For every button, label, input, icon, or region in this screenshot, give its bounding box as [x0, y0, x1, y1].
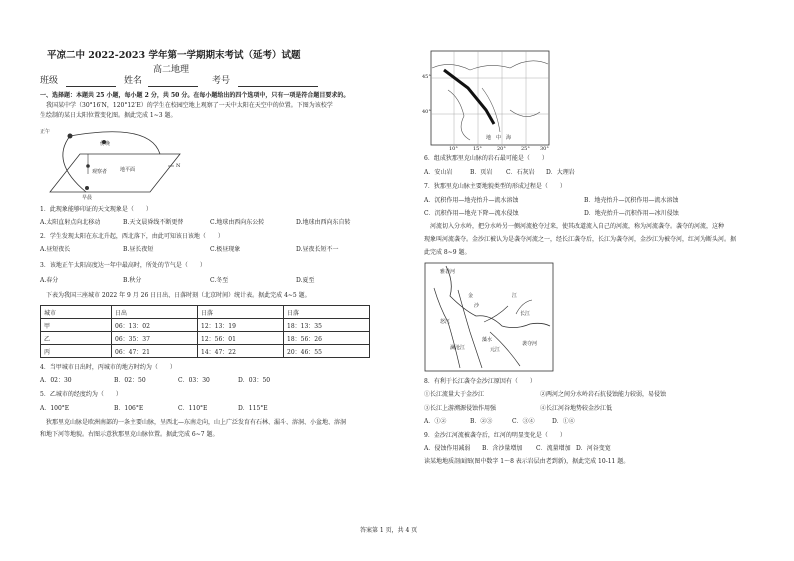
map2-label-sha: 沙	[474, 303, 480, 309]
fig1-ground-label: 地平面	[120, 167, 136, 173]
map2-river-yuan: 元江	[490, 347, 501, 353]
map1-lon15-label: 15°	[473, 146, 482, 152]
map2-river-zao: 藻水	[482, 337, 493, 343]
q9-option-d[interactable]: D．河谷变宽	[576, 445, 611, 452]
q8-option-b[interactable]: B．②③	[470, 418, 493, 425]
map1-lon10-label: 10°	[449, 146, 458, 152]
para89-line-3: 此完成 8~9 题。	[424, 249, 471, 256]
para89-line-2: 现象叫河流袭夺。金沙江被认为是袭夺河流之一，经长江袭夺后，长江为袭夺河，金沙江为被夺河，红河为断头河。据	[424, 236, 737, 243]
q3-option-d[interactable]: D.夏至	[296, 277, 315, 284]
table-header-row	[41, 306, 370, 319]
subject-title: 高二地理	[153, 65, 190, 75]
q8-option-d[interactable]: D．①④	[552, 418, 575, 425]
table-header-cell: 日出	[112, 306, 198, 319]
q8-option-c[interactable]: C．③④	[512, 418, 535, 425]
q3-option-b[interactable]: B.秋分	[123, 277, 142, 284]
intro-line-2: 生绘制的某日太阳位置变化图。据此完成 1~3 题。	[40, 112, 177, 119]
q6-option-a[interactable]: A．安山岩	[424, 169, 453, 176]
class-field-line	[66, 86, 116, 87]
q4-option-b[interactable]: B．02：50	[114, 377, 146, 384]
table-cell: 06：13：02	[112, 319, 198, 332]
table-cell: 12：13：19	[198, 319, 284, 332]
fig1-observer-label: 观察者	[92, 169, 108, 175]
section-heading: 一、选择题：本题共 25 小题，每小题 2 分，共 50 分。在每小题给出的四个选项中，只有一项是符合题目要求的。	[40, 92, 350, 99]
q1-option-c[interactable]: C.地球由西向东公转	[210, 219, 265, 226]
q6-option-d[interactable]: D．大理岩	[546, 169, 575, 176]
q4-option-d[interactable]: D．03：50	[238, 377, 271, 384]
map1-lon25-label: 25°	[521, 146, 530, 152]
q3-stem: 3．该地正午太阳高度达一年中最高时，所处的节气是（ ）	[40, 262, 206, 269]
id-field-line	[238, 86, 318, 87]
table-cell: 06：35：37	[112, 332, 198, 345]
table-cell: 20：46：55	[284, 345, 370, 358]
para67-line-1: 狄那里克山脉是欧洲南部的一条主要山脉，呈西北—东南走向，山上广泛发育有石林、漏斗、溶洞、小盆地、溶洞	[46, 419, 347, 426]
q2-stem: 2．学生发现太阳在东北升起，西北落下，由此可知该日该地（ ）	[40, 233, 224, 240]
table-cell: 丙	[41, 345, 112, 358]
fig1-dusk-label: 傍晚	[100, 141, 111, 147]
q7-option-c[interactable]: C．沉积作用—地壳下降—流水侵蚀	[424, 210, 519, 217]
q6-option-c[interactable]: C．石灰岩	[506, 169, 535, 176]
q5-option-c[interactable]: C．110°E	[178, 405, 208, 412]
map2-label-jiang: 江	[512, 293, 518, 299]
map1-lat45-label: 45°	[422, 74, 431, 80]
name-field-label: 姓名	[124, 76, 143, 86]
table-cell: 18：56：26	[284, 332, 370, 345]
page-footer: 答案第 1 页，共 4 页	[360, 527, 418, 534]
sun-path-figure	[40, 122, 190, 200]
q9-option-a[interactable]: A．侵蚀作用减弱	[424, 445, 471, 452]
fig1-north-label: N	[176, 163, 181, 169]
map1-lon20-label: 20°	[497, 146, 506, 152]
q6-stem: 6．组成狄那里克山脉的岩石最可能是（ ）	[424, 155, 548, 162]
q8-statement-1: ①长江流量大于金沙江	[424, 391, 485, 398]
map1-lon30-label: 30°	[540, 146, 549, 152]
table-cell: 甲	[41, 319, 112, 332]
q8-statement-2: ②两河之间分水岭岩石抗侵蚀能力较弱，易侵蚀	[540, 391, 667, 398]
q1-option-b[interactable]: B.天文晨昏线不断更替	[123, 219, 184, 226]
q4-option-c[interactable]: C．03：30	[178, 377, 210, 384]
q1-option-a[interactable]: A.太阳直射点向北移动	[40, 219, 101, 226]
q4-stem: 4．当甲城市日出时，丙城市的地方时约为（ ）	[40, 364, 176, 371]
intro-line-1: 我国某中学（30°16′N，120°12′E）的学生在校园空地上观察了一天中太阳在天空中的位置。下图为该校学	[46, 102, 333, 109]
map2-river-nu: 怒江	[440, 319, 451, 325]
q7-option-a[interactable]: A．沉积作用—地壳抬升—流水溶蚀	[424, 197, 519, 204]
q5-option-d[interactable]: D．115°E	[238, 405, 268, 412]
q7-option-d[interactable]: D．地壳抬升—沉积作用—冰川侵蚀	[584, 210, 679, 217]
id-field-label: 考号	[212, 76, 231, 86]
q2-option-a[interactable]: A.昼短夜长	[40, 246, 71, 253]
fig1-noon-label: 正午	[40, 129, 51, 135]
sunrise-sunset-table	[40, 305, 370, 358]
q5-option-a[interactable]: A．100°E	[40, 405, 70, 412]
q7-option-b[interactable]: B．地壳抬升—沉积作用—流水溶蚀	[584, 197, 679, 204]
table-cell: 18：13：35	[284, 319, 370, 332]
exam-title: 平凉二中 2022-2023 学年第一学期期末考试（延考）试题	[47, 50, 301, 61]
map2-river-changjiang: 长江	[520, 311, 531, 317]
map2-river-yalong: 雅砻河	[440, 269, 456, 275]
map2-label-jin: 金	[468, 293, 474, 299]
map2-river-lancang: 澜沧江	[450, 345, 466, 351]
q1-stem: 1．此现象能够印证的天文现象是（ ）	[40, 206, 152, 213]
q4-option-a[interactable]: A．02：30	[40, 377, 72, 384]
q7-stem: 7．狄那里克山脉主要地貌类型的形成过程是（ ）	[424, 183, 566, 190]
table-row	[41, 319, 370, 332]
table-header-cell: 日落	[198, 306, 284, 319]
q8-statement-4: ④长江河谷地势较金沙江低	[540, 405, 613, 412]
q5-stem: 5．乙城市的经度约为（ ）	[40, 391, 122, 398]
q9-stem: 9．金沙江河流被袭夺后，红河的明显变化是（ ）	[424, 432, 566, 439]
q3-option-a[interactable]: A.春分	[40, 277, 59, 284]
table-intro: 下表为我国三座城市 2022 年 9 月 26 日日出、日落时刻（北京时间）统计表。据此完成 4~5 题。	[46, 292, 311, 299]
q8-stem: 8．有利于长江袭夺金沙江原因有（ ）	[424, 378, 536, 385]
table-header-cell: 城市	[41, 306, 112, 319]
para67-line-2: 和地下河等地貌。右图示意狄那里克山脉位置。据此完成 6~7 题。	[40, 431, 219, 438]
map1-sea-label: 地 中 海	[486, 135, 512, 141]
table-row	[41, 345, 370, 358]
q2-option-b[interactable]: B.昼长夜短	[123, 246, 154, 253]
table-cell: 乙	[41, 332, 112, 345]
para89-line-1: 河流切入分水岭，把分水岭另一侧河流抢夺过来，使其改道流入自己的河流，称为河流袭夺。袭夺的河流，这种	[430, 223, 725, 230]
q1-option-d[interactable]: D.地球由西向东自转	[296, 219, 351, 226]
fig1-dawn-label: 早晨	[82, 195, 93, 201]
table-row	[41, 332, 370, 345]
table-cell: 06：47：21	[112, 345, 198, 358]
table-header-cell: 日落	[284, 306, 370, 319]
q8-statement-3: ③长江上游溯源侵蚀作用强	[424, 405, 497, 412]
q8-option-a[interactable]: A．①②	[424, 418, 447, 425]
q6-option-b[interactable]: B．页岩	[470, 169, 493, 176]
map1-lat40-label: 40°	[422, 109, 431, 115]
q3-option-c[interactable]: C.冬至	[210, 277, 229, 284]
name-field-line	[148, 86, 198, 87]
table-cell: 12：56：01	[198, 332, 284, 345]
q9-option-b[interactable]: B．含沙量增加	[482, 445, 523, 452]
q5-option-b[interactable]: B．106°E	[114, 405, 144, 412]
map2-river-capture: 袭夺河	[522, 341, 538, 347]
table-cell: 14：47：22	[198, 345, 284, 358]
q2-option-c[interactable]: C.极昼现象	[210, 246, 241, 253]
class-field-label: 班级	[40, 76, 59, 86]
q9-option-c[interactable]: C．流量增加	[536, 445, 571, 452]
q2-option-d[interactable]: D.昼夜长短不一	[296, 246, 339, 253]
closing-instruction: 读某地地质剖面图(图中数字 1～8 表示岩层由老到新)，据此完成 10-11 题。	[424, 458, 630, 465]
